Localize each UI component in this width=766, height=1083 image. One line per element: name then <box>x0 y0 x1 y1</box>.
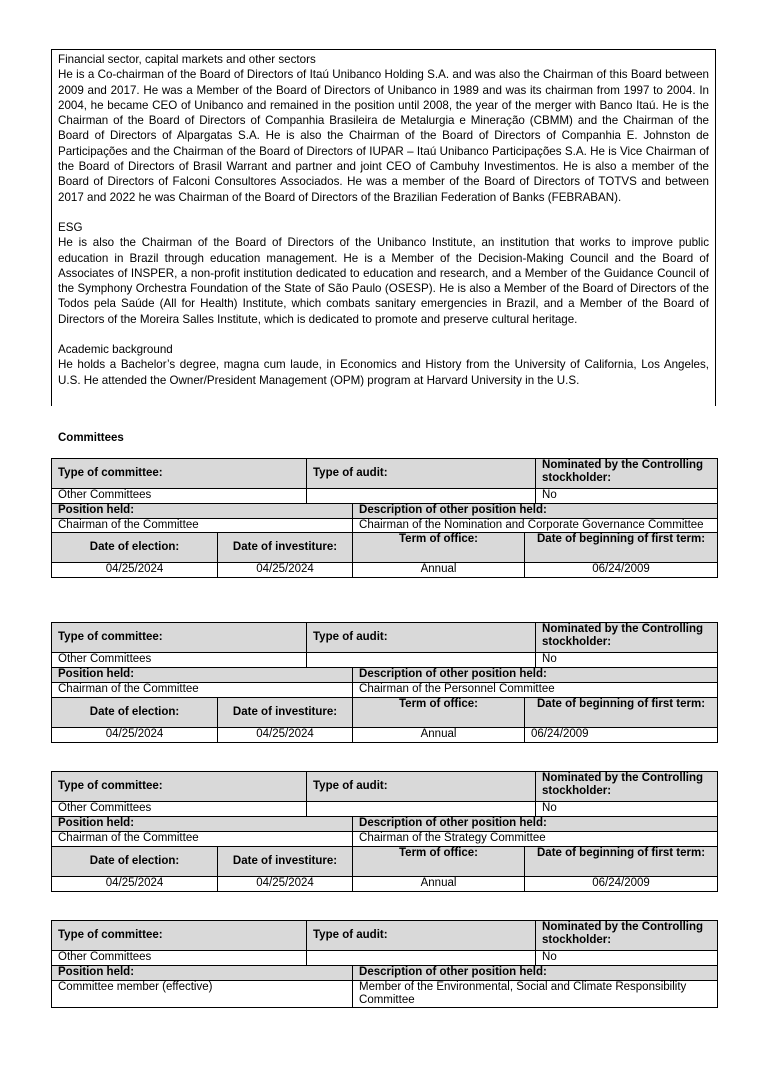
description-value: Chairman of the Strategy Committee <box>353 832 718 847</box>
biography-box <box>51 49 716 406</box>
date-first-term-label: Date of beginning of first term: <box>525 533 718 563</box>
date-first-term-value: 06/24/2009 <box>525 563 718 578</box>
description-other-label: Description of other position held: <box>353 966 718 981</box>
date-of-investiture-label: Date of investiture: <box>218 847 353 877</box>
date-of-investiture-label: Date of investiture: <box>218 533 353 563</box>
term-of-office-label: Term of office: <box>353 698 525 728</box>
date-first-term-value: 06/24/2009 <box>525 877 718 892</box>
date-first-term-label: Date of beginning of first term: <box>525 698 718 728</box>
nominated-by-label: Nominated by the Controlling stockholder: <box>536 459 718 489</box>
description-other-label: Description of other position held: <box>353 817 718 832</box>
position-held-value: Chairman of the Committee <box>52 832 353 847</box>
nominated-value: No <box>536 802 718 817</box>
description-other-label: Description of other position held: <box>353 504 718 519</box>
position-held-label: Position held: <box>52 668 353 683</box>
bio-text-esg: He is also the Chairman of the Board of Directors of the Unibanco Institute, an institution that works to improve public education in Brazil through education management. He is a Member of the Decision-Making Council and the Board of Associates of INSPER, a non-profit institution dedicated to education and research, and a Member of the Guidance Council of the Symphony Orchestra Foundation of the State of São Paulo (OSESP). He is also a Member of the Board of Directors of the Todos pela Saúde (All for Health) Institute, which combats sanitary emergencies in Brazil, and a Member of the Board of Directors of the Moreira Salles Institute, which is dedicated to promote and preserve cultural heritage. <box>58 236 709 326</box>
type-of-committee-label: Type of committee: <box>52 459 307 489</box>
type-of-audit-label: Type of audit: <box>307 623 536 653</box>
date-first-term-value: 06/24/2009 <box>525 728 718 743</box>
nominated-value: No <box>536 653 718 668</box>
type-of-committee-label: Type of committee: <box>52 921 307 951</box>
description-value: Chairman of the Nomination and Corporate Governance Committee <box>353 519 718 533</box>
type-of-committee-label: Type of committee: <box>52 623 307 653</box>
term-of-office-value: Annual <box>353 728 525 743</box>
position-held-label: Position held: <box>52 504 353 519</box>
type-of-committee-value: Other Committees <box>52 489 307 504</box>
nominated-value: No <box>536 951 718 966</box>
committee-table-1 <box>51 458 718 578</box>
type-of-audit-value <box>307 653 536 668</box>
nominated-by-label: Nominated by the Controlling stockholder: <box>536 921 718 951</box>
date-of-election-value: 04/25/2024 <box>52 563 218 578</box>
type-of-committee-value: Other Committees <box>52 951 307 966</box>
term-of-office-label: Term of office: <box>353 533 525 563</box>
term-of-office-label: Term of office: <box>353 847 525 877</box>
date-of-election-label: Date of election: <box>52 847 218 877</box>
date-of-investiture-value: 04/25/2024 <box>218 563 353 578</box>
date-of-election-label: Date of election: <box>52 533 218 563</box>
term-of-office-value: Annual <box>353 563 525 578</box>
bio-heading-academic: Academic background <box>58 343 173 357</box>
type-of-audit-label: Type of audit: <box>307 772 536 802</box>
committee-table-3 <box>51 771 718 892</box>
date-of-investiture-value: 04/25/2024 <box>218 728 353 743</box>
date-of-election-label: Date of election: <box>52 698 218 728</box>
position-held-label: Position held: <box>52 817 353 832</box>
committee-table-2 <box>51 622 718 743</box>
nominated-value: No <box>536 489 718 504</box>
term-of-office-value: Annual <box>353 877 525 892</box>
type-of-audit-value <box>307 951 536 966</box>
position-held-label: Position held: <box>52 966 353 981</box>
bio-text-financial: He is a Co-chairman of the Board of Directors of Itaú Unibanco Holding S.A. and was also the Chairman of this Board between 2009 and 2017. He was a Member of the Board of Directors of Unibanco in 1989 and was its chairman from 1997 to 2004. In 2004, he became CEO of Unibanco and remained in the position until 2008, the year of the merger with Banco Itaú. He is the Chairman of the Board of Directors of Companhia Brasileira de Metalurgia e Mineração (CBMM) and the Chairman of the Board of Directors of Alpargatas S.A. He is also the Chairman of the Board of Directors of Companhia E. Johnston de Participações and the Chairman of the Board of Directors of IUPAR – Itaú Unibanco Participações S.A. He is Vice Chairman of the Board of Directors of Brasil Warrant and partner and joint CEO of Cambuhy Investimentos. He is also a member of the Board of Directors of Falconi Consultores Associados. He was a member of the Board of Directors of TOTVS and between 2017 and 2022 he was Chairman of the Board of Directors of the Brazilian Federation of Banks (FEBRABAN). <box>58 68 709 204</box>
committees-title: Committees <box>58 432 124 444</box>
type-of-committee-label: Type of committee: <box>52 772 307 802</box>
position-held-value: Committee member (effective) <box>52 981 353 1008</box>
bio-text-academic: He holds a Bachelor’s degree, magna cum laude, in Economics and History from the University of California, Los Angeles, U.S. He attended the Owner/President Management (OPM) program at Harvard University in the U.S. <box>58 358 709 387</box>
position-held-value: Chairman of the Committee <box>52 519 353 533</box>
type-of-audit-value <box>307 489 536 504</box>
type-of-audit-value <box>307 802 536 817</box>
type-of-audit-label: Type of audit: <box>307 921 536 951</box>
bio-heading-financial: Financial sector, capital markets and other sectors <box>58 53 316 66</box>
description-other-label: Description of other position held: <box>353 668 718 683</box>
date-of-investiture-value: 04/25/2024 <box>218 877 353 892</box>
date-of-election-value: 04/25/2024 <box>52 728 218 743</box>
date-of-investiture-label: Date of investiture: <box>218 698 353 728</box>
description-value: Chairman of the Personnel Committee <box>353 683 718 698</box>
nominated-by-label: Nominated by the Controlling stockholder: <box>536 623 718 653</box>
bio-heading-esg: ESG <box>58 220 83 234</box>
position-held-value: Chairman of the Committee <box>52 683 353 698</box>
date-of-election-value: 04/25/2024 <box>52 877 218 892</box>
nominated-by-label: Nominated by the Controlling stockholder: <box>536 772 718 802</box>
committee-table-4 <box>51 920 718 1008</box>
description-value: Member of the Environmental, Social and Climate Responsibility Committee <box>353 981 718 1008</box>
date-first-term-label: Date of beginning of first term: <box>525 847 718 877</box>
type-of-committee-value: Other Committees <box>52 802 307 817</box>
type-of-audit-label: Type of audit: <box>307 459 536 489</box>
type-of-committee-value: Other Committees <box>52 653 307 668</box>
